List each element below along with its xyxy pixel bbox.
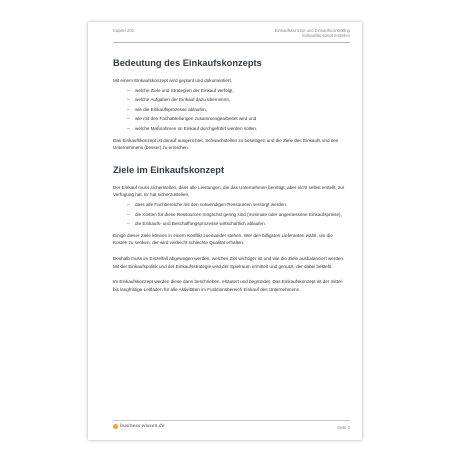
- section-heading-ziele: Ziele im Einkaufskonzept: [113, 164, 225, 175]
- page-number: Seite 3: [336, 425, 350, 430]
- section2-paragraph: Im Einkaufskonzept werden diese dann beschrieben, erläutert und begründet. Das Einkaufskonzept ist der mittel- bis langfristige Leitfaden für alle Aktivitäten im Funktionsbereich Einkauf des Unternehmens.: [113, 279, 344, 292]
- list-item: – wie mit den Fachabteilungen zusammengearbeitet wird und: [127, 116, 257, 122]
- header-title-line1: Einkaufskonzept und Einkaufscontrolling: [274, 28, 350, 33]
- section2-paragraph: Deshalb muss im Einzelfall abgewogen werden, welches Ziel wichtiger ist und wie die Ziele ausbalanciert werden. Mit der Einkaufspolitik und der Einkaufsstrategie wird der Spielraum ermittelt und genutzt, der dabei besteht.: [113, 255, 345, 269]
- section1-intro: Mit einem Einkaufskonzept wird geplant und dokumentiert,: [113, 78, 232, 83]
- logo-text: business-wissen.de: [120, 424, 165, 429]
- section2-list: [113, 201, 348, 228]
- list-item: – welche Aufgaben der Einkauf dazu übernimmt,: [127, 97, 230, 103]
- list-item: – die Einkaufs- und Beschaffungsprozesse wirtschaftlich ablaufen.: [127, 221, 266, 227]
- page-header: [113, 28, 350, 43]
- list-item: – wie die Einkaufsprozesse ablaufen,: [127, 106, 208, 112]
- page-content: [113, 58, 348, 293]
- section-heading-bedeutung: Bedeutung des Einkaufskonzepts: [113, 58, 262, 68]
- list-item: – welche Ziele und Strategien der Einkauf verfolgt,: [127, 87, 234, 93]
- section1-outro: Das Einkaufskonzept ist darauf ausgerichtet, Schwachstellen zu beseitigen und die Ziele des Einkaufs und des Unternehmens (besser) zu erreichen.: [113, 137, 339, 151]
- section2-intro: Der Einkauf muss sicherstellen, dass alle Leistungen, die das Unternehmen benötigt, aber nicht selbst erstellt, zur Verfügung hat. Er hat sicherzustellen,: [113, 184, 345, 198]
- section2-paragraph: Einige dieser Ziele können in einem Konflikt zueinander stehen. Wer den billigsten Lieferanten wählt, um die Kosten zu senken, der wird vielleicht schlechte Qualität erhalten.: [113, 232, 333, 246]
- header-title-line2: Einkaufskonzept erstellen: [302, 33, 350, 39]
- section1-list: [113, 87, 348, 133]
- list-item: – die Kosten für diese Ressourcen möglichst gering sind (minimale oder angemessene Einkaufspreise),: [127, 211, 342, 217]
- header-title: [275, 28, 350, 39]
- business-wissen-logo: [113, 424, 165, 429]
- document-page: [88, 22, 362, 440]
- page-footer: [113, 420, 350, 433]
- list-item: – welche Maßnahmen im Einkauf durchgeführt werden sollen.: [127, 125, 258, 131]
- chapter-label: Kapitel 202: [113, 28, 134, 33]
- logo-dot-icon: [113, 424, 118, 429]
- list-item: – dass alle Fachbereiche mit den notwendigen Ressourcen versorgt werden,: [127, 201, 288, 207]
